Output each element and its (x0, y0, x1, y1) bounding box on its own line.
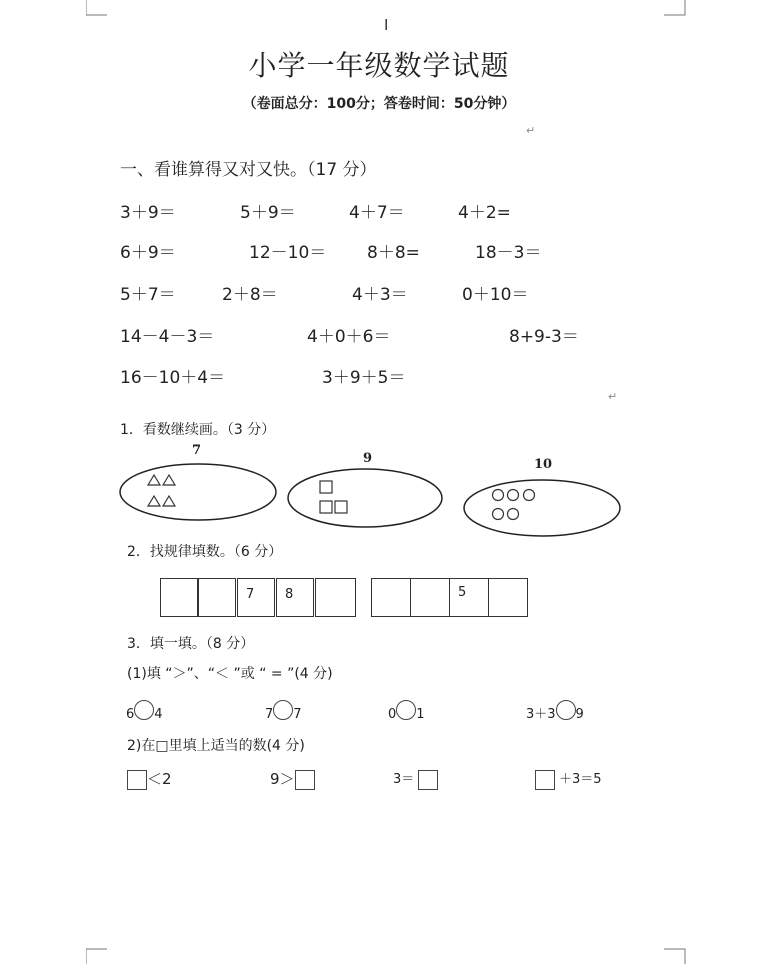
circle-icon (508, 509, 519, 520)
page-subtitle: （卷面总分：100分；答卷时间：50分钟） (242, 96, 516, 112)
sequence-cell[interactable] (315, 578, 356, 617)
circle-icon (493, 509, 504, 520)
equation: 16－10＋4＝ (120, 368, 226, 388)
answer-circle[interactable] (556, 700, 576, 720)
compare-left: 0 (388, 707, 397, 722)
answer-box[interactable] (295, 770, 315, 790)
answer-box[interactable] (127, 770, 147, 790)
fill-text: ＜2 (147, 770, 172, 788)
square-icon (320, 501, 332, 513)
sequence-cell[interactable] (410, 578, 450, 617)
compare-left: 6 (126, 707, 135, 722)
equation: 2＋8＝ (222, 285, 278, 305)
equation: 3＋9＝ (120, 203, 176, 223)
q1-heading: 1．看数继续画。（3 分） (120, 422, 276, 438)
circle-icon (524, 490, 535, 501)
q2-heading: 2．找规律填数。（6 分） (127, 544, 283, 560)
oval-group-7 (120, 464, 276, 520)
equation: 6＋9＝ (120, 243, 176, 263)
group-number: 9 (363, 451, 373, 466)
sequence-cell[interactable]: 7 (237, 578, 275, 617)
compare-item (526, 700, 584, 722)
fill-text: ＋3＝5 (559, 772, 602, 787)
equation: 3＋9＋5＝ (322, 368, 406, 388)
fill-item (127, 768, 172, 790)
text-cursor-icon: I (384, 16, 389, 34)
equation: 4＋0＋6＝ (307, 327, 391, 347)
answer-box[interactable] (418, 770, 438, 790)
equation: 18－3＝ (475, 243, 542, 263)
q3-part1-heading: (1)填 “＞”、“＜ ”或 “ = ”(4 分) (127, 666, 333, 682)
compare-left: 7 (265, 707, 274, 722)
equation: 4＋3＝ (352, 285, 408, 305)
group-number: 10 (534, 457, 553, 472)
compare-right: 1 (416, 707, 425, 722)
fill-text: 3＝ (393, 772, 415, 787)
crop-mark-top-right (664, 0, 686, 16)
page-title: 小学一年级数学试题 (248, 49, 510, 82)
drawing-groups (110, 455, 630, 540)
equation: 14－4－3＝ (120, 327, 215, 347)
square-icon (335, 501, 347, 513)
compare-item (265, 700, 302, 722)
answer-box[interactable] (535, 770, 555, 790)
equation: 8+9-3＝ (509, 327, 579, 347)
q3-part2-heading: 2)在□里填上适当的数(4 分) (127, 738, 305, 754)
return-mark: ↵ (608, 390, 618, 403)
fill-item (535, 768, 602, 790)
compare-left: 3＋3 (526, 707, 556, 722)
oval-group-10 (464, 480, 620, 536)
q3-heading: 3．填一填。（8 分） (127, 636, 255, 652)
compare-right: 4 (154, 707, 163, 722)
triangle-icon (148, 475, 160, 485)
section1-heading: 一、看谁算得又对又快。（17 分） (120, 160, 377, 180)
sequence-cell[interactable] (198, 578, 236, 617)
compare-item (388, 700, 425, 722)
compare-item (126, 700, 163, 722)
answer-circle[interactable] (134, 700, 154, 720)
crop-mark-bottom-right (664, 948, 686, 964)
sequence-cell[interactable] (488, 578, 528, 617)
group-number: 7 (192, 443, 202, 458)
equation: 0＋10＝ (462, 285, 529, 305)
oval-group-9 (288, 469, 442, 527)
sequence-cell[interactable] (160, 578, 198, 617)
sequence-cell[interactable]: 8 (276, 578, 314, 617)
circle-icon (493, 490, 504, 501)
compare-right: 7 (293, 707, 302, 722)
crop-mark-top-left (86, 0, 108, 16)
answer-circle[interactable] (396, 700, 416, 720)
triangle-icon (163, 475, 175, 485)
fill-text: 9＞ (270, 770, 295, 788)
sequence-cell[interactable] (371, 578, 411, 617)
equation: 8＋8= (367, 243, 420, 263)
fill-item (270, 768, 315, 790)
square-icon (320, 481, 332, 493)
equation: 12－10＝ (249, 243, 327, 263)
compare-right: 9 (575, 707, 584, 722)
triangle-icon (148, 496, 160, 506)
return-mark: ↵ (526, 124, 536, 137)
equation: 4＋7＝ (349, 203, 405, 223)
equation: 5＋9＝ (240, 203, 296, 223)
circle-icon (508, 490, 519, 501)
fill-item (393, 768, 438, 790)
equation: 4＋2= (458, 203, 511, 223)
crop-mark-bottom-left (86, 948, 108, 964)
answer-circle[interactable] (273, 700, 293, 720)
triangle-icon (163, 496, 175, 506)
equation: 5＋7＝ (120, 285, 176, 305)
sequence-cell[interactable]: 5 (449, 578, 489, 617)
